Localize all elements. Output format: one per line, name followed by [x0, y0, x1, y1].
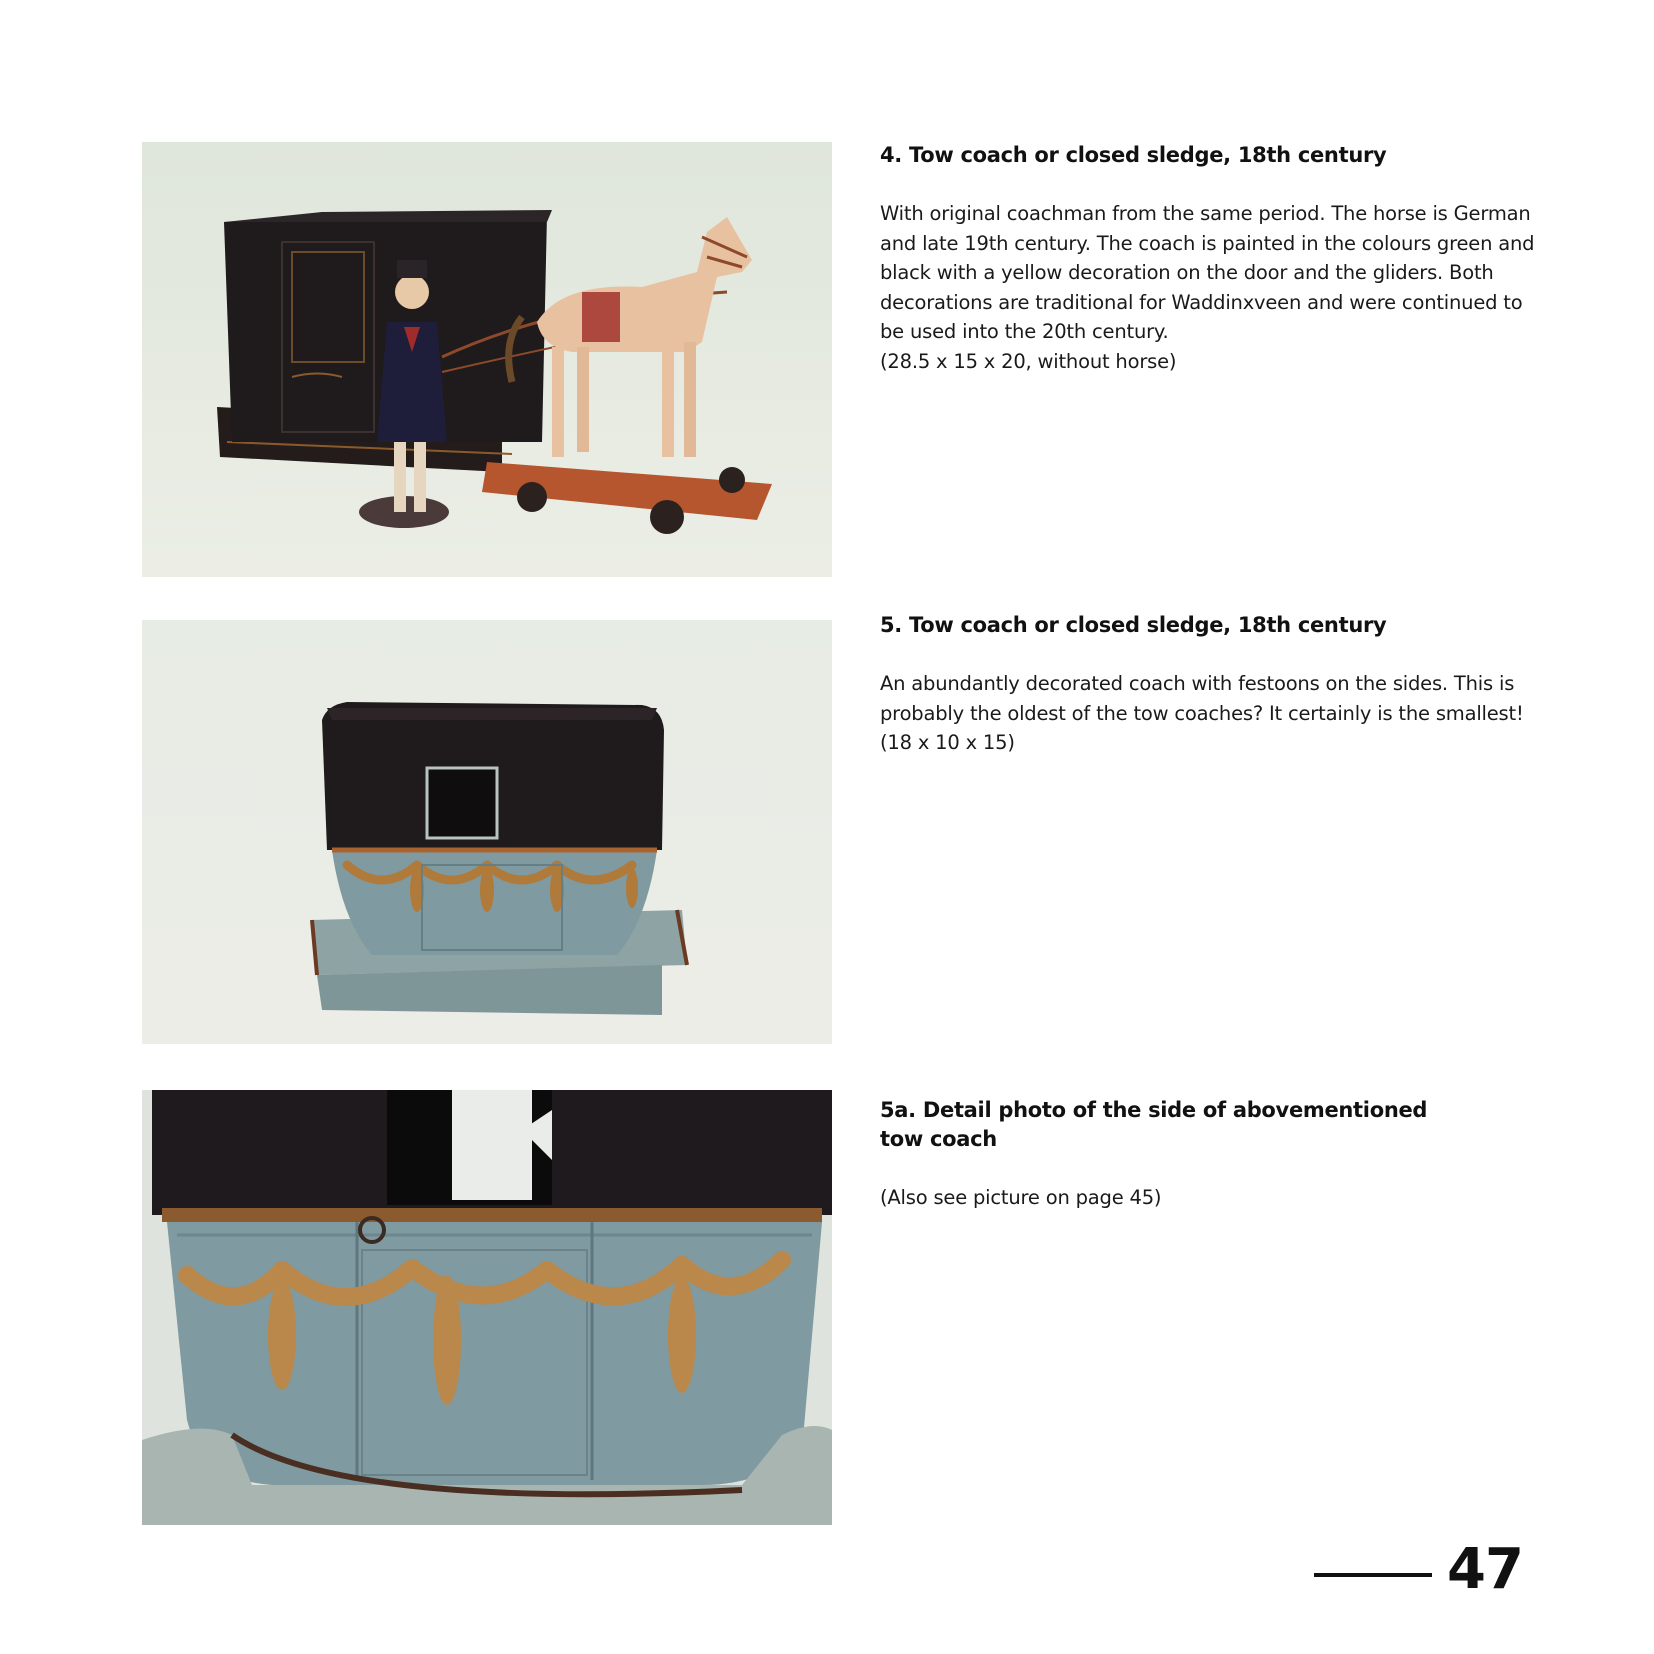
entry-title: 5a. Detail photo of the side of abovementioned tow coach: [880, 1098, 1428, 1151]
entry-body: With original coachman from the same period. The horse is German and late 19th century. The coach is painted in the colours green and black with a yellow decoration on the door and the gliders. Both decorations are traditional for Waddinxveen and were continued to be used into the 20th century.: [880, 202, 1535, 343]
entry-title: 5. Tow coach or closed sledge, 18th century: [880, 613, 1387, 637]
page-number-rule: [1314, 1573, 1432, 1577]
page-number: 47: [1447, 1537, 1523, 1602]
entry-title: 4. Tow coach or closed sledge, 18th century: [880, 143, 1387, 167]
photo-tow-coach-with-horse: [142, 142, 832, 577]
entry-description: An abundantly decorated coach with festoons on the sides. This is probably the oldest of the tow coaches? It certainly is the smallest! (18 x 10 x 15): [880, 672, 1524, 754]
photo-decorated-tow-coach: [142, 620, 832, 1044]
catalogue-entry-4: [880, 141, 1540, 376]
catalogue-entry-5a: [880, 1096, 1540, 1213]
catalogue-entry-5: [880, 611, 1540, 758]
entry-description: [880, 199, 1540, 376]
entry-description: (Also see picture on page 45): [880, 1186, 1162, 1209]
photo-coach-side-detail: [142, 1090, 832, 1525]
entry-dimensions: (28.5 x 15 x 20, without horse): [880, 349, 1177, 373]
